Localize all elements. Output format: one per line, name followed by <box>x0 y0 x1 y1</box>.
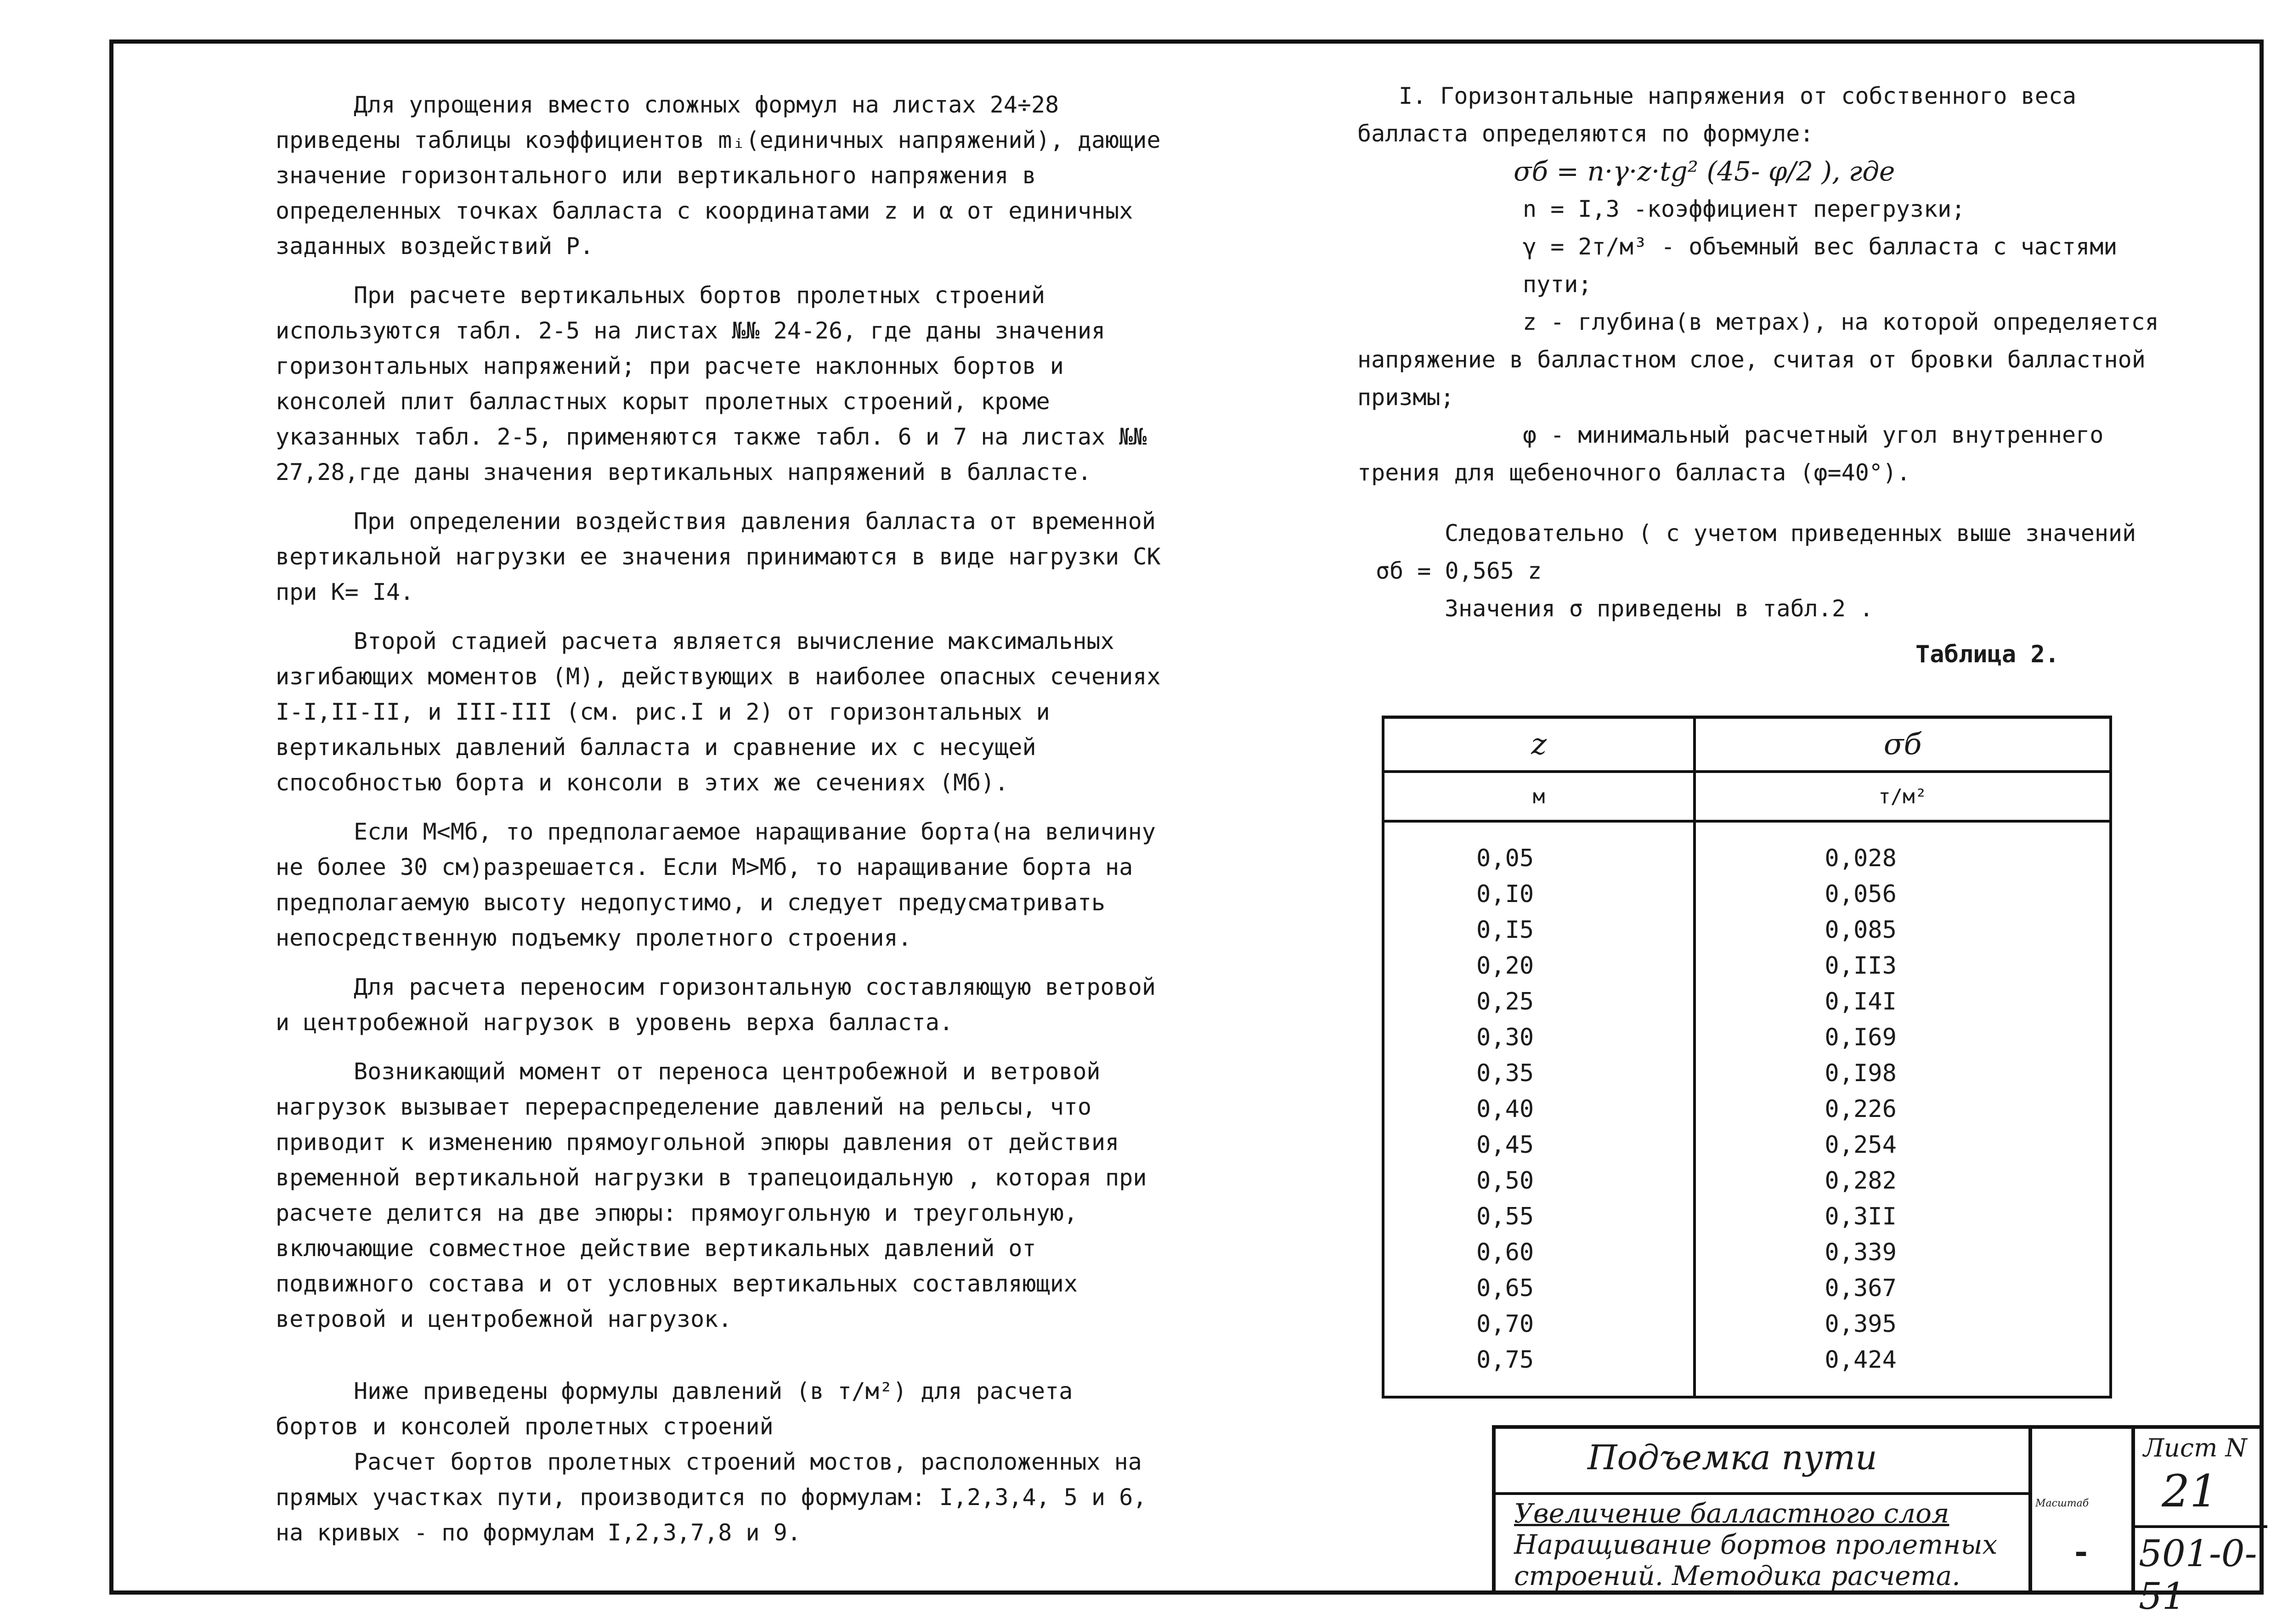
sigma-value: 0,395 <box>1695 1306 2111 1342</box>
definition-phi: φ - минимальный расчетный угол внутреннего трения для щебеночного балласта (φ=40°). <box>1357 422 2104 486</box>
paragraph: Возникающий момент от переноса центробежной и ветровой нагрузок вызывает перераспределение давлений на рельсы, что приводит к изменению прямоугольной эпюры давления от действия временной вертикальной нагрузки в трапецоидальную , которая при расчете делится на две эпюры: прямоугольную и треугольную, включающие совместное действие вертикальных давлений от подвижного состава и от условных вертикальных составляющих ветровой и центробежной нагрузок. <box>276 1058 1147 1332</box>
paragraph: При определении воздействия давления балласта от временной вертикальной нагрузки ее значения принимаются в виде нагрузки СК при К= I4. <box>276 508 1161 605</box>
sigma-value: 0,3II <box>1695 1199 2111 1235</box>
unit-z: м <box>1383 772 1695 821</box>
table-row <box>1383 1055 2111 1091</box>
definition-gamma: γ = 2т/м³ - объемный вес балласта с частями пути; <box>1523 233 2118 298</box>
title-block <box>1492 1425 2264 1618</box>
table-row <box>1383 948 2111 984</box>
z-value: 0,40 <box>1383 1091 1695 1127</box>
stamp-title: Подъемка пути <box>1587 1438 1877 1477</box>
divider <box>1496 1492 2028 1495</box>
z-value: 0,65 <box>1383 1270 1695 1306</box>
z-value: 0,75 <box>1383 1342 1695 1397</box>
scale-value: - <box>2074 1532 2088 1570</box>
consequently-text: Следовательно ( с учетом приведенных выше значений <box>1445 520 2136 547</box>
paragraph: Если М<Мб, то предполагаемое наращивание борта(на величину не более 30 см)разрешается. Если М>Мб, то наращивание борта на предполагаемую высоту недопустимо, и следует предусматривать непосредственную подъемку пролетного строения. <box>276 818 1156 951</box>
scale-label: Масштаб <box>2035 1498 2089 1509</box>
definition-z: z - глубина(в метрах), на которой определяется напряжение в балластном слое, считая от бровки балластной призмы; <box>1357 309 2159 411</box>
paragraph: Второй стадией расчета является вычисление максимальных изгибающих моментов (М), действующих в наиболее опасных сечениях I-I,II-II, и III-III (см. рис.I и 2) от горизонтальных и вертикальных давлений балласта и сравнение их с несущей способностью борта и консоли в этих же сечениях (Мб). <box>276 628 1161 796</box>
table-row <box>1383 821 2111 876</box>
sigma-value: 0,056 <box>1695 876 2111 912</box>
table-row <box>1383 1091 2111 1127</box>
values-table <box>1382 716 2112 1398</box>
paragraph: Расчет бортов пролетных строений мостов, расположенных на прямых участках пути, производится по формулам: I,2,3,4, 5 и 6, на кривых - по формулам I,2,3,7,8 и 9. <box>276 1449 1147 1546</box>
stamp-line: строений. Методика расчета. <box>1514 1560 1960 1591</box>
z-value: 0,05 <box>1383 821 1695 876</box>
paragraph: Для расчета переносим горизонтальную составляющую ветровой и центробежной нагрузок в уровень верха балласта. <box>276 974 1156 1036</box>
sigma-value: 0,282 <box>1695 1163 2111 1199</box>
section-intro: I. Горизонтальные напряжения от собственного веса балласта определяются по формуле: <box>1357 83 2077 147</box>
z-value: 0,60 <box>1383 1235 1695 1270</box>
values-note: Значения σ приведены в табл.2 . <box>1445 595 1874 622</box>
result-formula: σб = 0,565 z <box>1376 558 1542 584</box>
sigma-value: 0,085 <box>1695 912 2111 948</box>
column-header-sigma: σб <box>1695 717 2111 772</box>
sigma-value: 0,I98 <box>1695 1055 2111 1091</box>
z-value: 0,55 <box>1383 1199 1695 1235</box>
paragraph: Ниже приведены формулы давлений (в т/м²) для расчета бортов и консолей пролетных строений <box>276 1378 1073 1440</box>
right-text-column <box>1357 77 2198 627</box>
sigma-value: 0,424 <box>1695 1342 2111 1397</box>
z-value: 0,45 <box>1383 1127 1695 1163</box>
z-value: 0,50 <box>1383 1163 1695 1199</box>
table-row <box>1383 1342 2111 1397</box>
sigma-value: 0,I4I <box>1695 984 2111 1020</box>
sigma-value: 0,028 <box>1695 821 2111 876</box>
z-value: 0,70 <box>1383 1306 1695 1342</box>
z-value: 0,I0 <box>1383 876 1695 912</box>
table-row <box>1383 1270 2111 1306</box>
sigma-value: 0,II3 <box>1695 948 2111 984</box>
z-value: 0,35 <box>1383 1055 1695 1091</box>
table-row <box>1383 1127 2111 1163</box>
table-row <box>1383 1020 2111 1055</box>
sheet-number: 21 <box>2162 1466 2218 1517</box>
z-value: 0,20 <box>1383 948 1695 984</box>
document-code: 501-0-51 <box>2139 1532 2257 1618</box>
definition-n: n = I,3 -коэффициент перегрузки; <box>1523 196 1966 222</box>
divider <box>2028 1429 2032 1595</box>
sigma-value: 0,367 <box>1695 1270 2111 1306</box>
sheet-label: Лист N <box>2143 1433 2247 1462</box>
divider <box>2131 1525 2267 1528</box>
left-text-column <box>276 87 1167 1564</box>
table-row <box>1383 876 2111 912</box>
z-value: 0,30 <box>1383 1020 1695 1055</box>
column-header-z: z <box>1383 717 1695 772</box>
stamp-line: Увеличение балластного слоя <box>1514 1498 1949 1529</box>
table-row <box>1383 1199 2111 1235</box>
sigma-value: 0,I69 <box>1695 1020 2111 1055</box>
sigma-value: 0,226 <box>1695 1091 2111 1127</box>
sigma-value: 0,339 <box>1695 1235 2111 1270</box>
z-value: 0,I5 <box>1383 912 1695 948</box>
formula: σб = n·γ·z·tg² (45- φ/2 ), где <box>1514 156 1895 187</box>
paragraph: Для упрощения вместо сложных формул на листах 24÷28 приведены таблицы коэффициентов mᵢ(единичных напряжений), дающие значение горизонтального или вертикального напряжения в определенных точках балласта с координатами z и α от единичных заданных воздействий Р. <box>276 91 1161 259</box>
z-value: 0,25 <box>1383 984 1695 1020</box>
stamp-line: Наращивание бортов пролетных <box>1514 1529 1998 1560</box>
paragraph: При расчете вертикальных бортов пролетных строений используются табл. 2-5 на листах №№ 24-26, где даны значения горизонтальных напряжений; при расчете наклонных бортов и консолей плит балластных корыт пролетных строений, кроме указанных табл. 2-5, применяются также табл. 6 и 7 на листах №№ 27,28,где даны значения вертикальных напряжений в балласте. <box>276 282 1147 485</box>
table-row <box>1383 1163 2111 1199</box>
table-row <box>1383 984 2111 1020</box>
unit-sigma: т/м² <box>1695 772 2111 821</box>
table-row <box>1383 912 2111 948</box>
table-row <box>1383 1306 2111 1342</box>
sigma-value: 0,254 <box>1695 1127 2111 1163</box>
table-row <box>1383 1235 2111 1270</box>
table-title: Таблица 2. <box>1915 641 2060 668</box>
divider <box>2131 1429 2135 1595</box>
